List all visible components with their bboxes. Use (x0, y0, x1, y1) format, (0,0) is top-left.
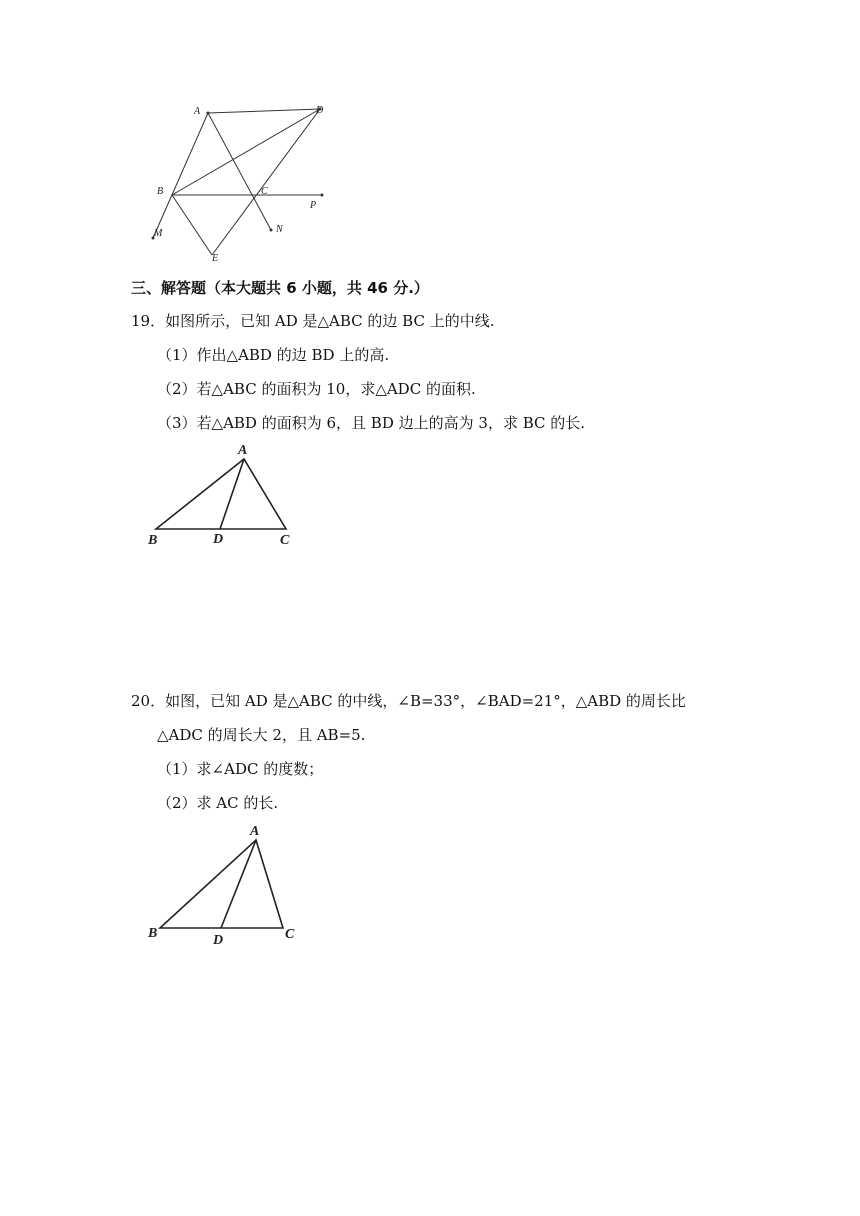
segment-AN (208, 113, 271, 230)
figure-triangle-q19 (140, 440, 310, 550)
q19-part-1: （1）作出△ABD 的边 BD 上的高. (157, 346, 390, 364)
label-C: C (280, 533, 290, 548)
segment-BD (172, 109, 320, 195)
figure-geometry-1 (140, 95, 340, 270)
section-heading: 三、解答题（本大题共 6 小题，共 46 分.） (131, 279, 429, 297)
triangle-ABC (156, 459, 286, 529)
q20-part-1: （1）求∠ADC 的度数； (157, 760, 324, 778)
triangle-ABC (160, 840, 283, 928)
q20-stem-line2: △ADC 的周长大 2，且 AB=5. (157, 726, 366, 744)
label-N: N (276, 224, 283, 235)
q19-stem: 19．如图所示，已知 AD 是△ABC 的边 BC 上的中线. (131, 312, 495, 330)
label-D: D (316, 105, 324, 116)
label-C: C (261, 186, 268, 197)
label-B: B (157, 186, 164, 197)
median-AD (221, 840, 256, 928)
label-B: B (148, 533, 158, 548)
label-D: D (213, 933, 224, 948)
label-A: A (238, 443, 248, 458)
label-A: A (250, 824, 260, 839)
segment-DE (212, 109, 320, 255)
q19-part-3: （3）若△ABD 的面积为 6，且 BD 边上的高为 3，求 BC 的长. (157, 414, 586, 432)
label-M: M (154, 228, 163, 239)
segment-AD (208, 109, 320, 113)
label-B: B (148, 926, 158, 941)
q20-stem-line1: 20．如图，已知 AD 是△ABC 的中线，∠B=33°，∠BAD=21°，△ABD 的周长比 (131, 692, 686, 710)
q20-part-2: （2）求 AC 的长. (157, 794, 279, 812)
label-E: E (212, 253, 219, 264)
label-P: P (310, 200, 317, 211)
label-C: C (285, 927, 295, 942)
segment-AM (153, 113, 208, 238)
q19-part-2: （2）若△ABC 的面积为 10，求△ADC 的面积. (157, 380, 476, 398)
label-A: A (194, 106, 201, 117)
figure-triangle-q20 (140, 820, 310, 950)
segment-BE (172, 195, 212, 255)
label-D: D (213, 532, 224, 547)
